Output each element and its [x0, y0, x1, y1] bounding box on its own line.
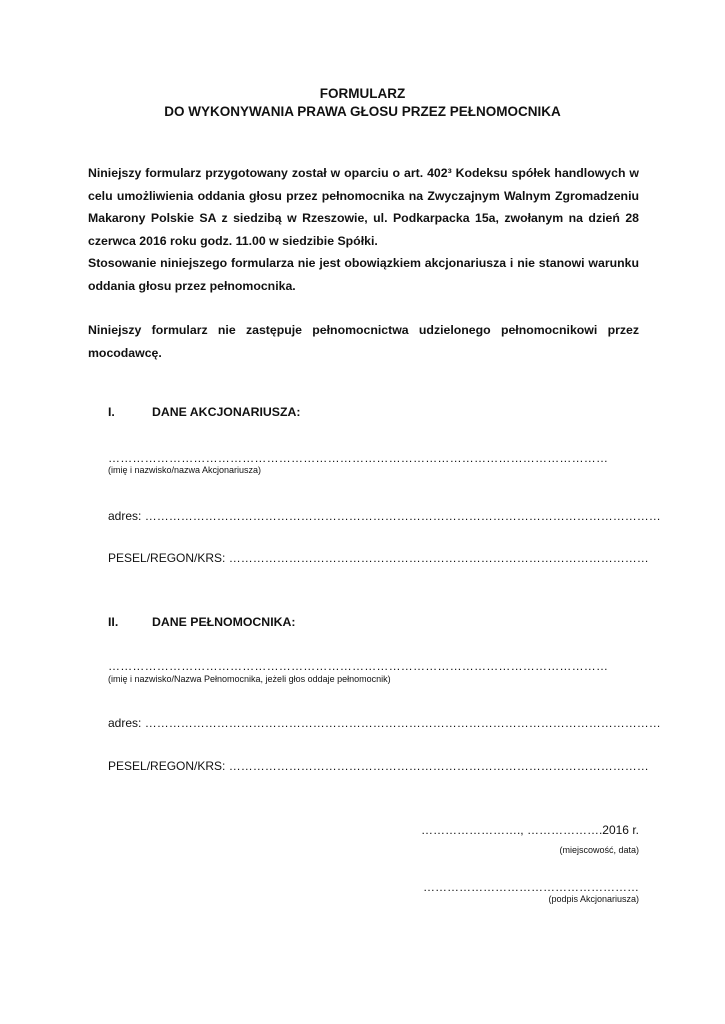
section-title: DANE AKCJONARIUSZA:	[152, 405, 301, 419]
address-dots: …………………………………………………………………………………………………………………	[144, 509, 661, 523]
shareholder-name-hint: (imię i nazwisko/nazwa Akcjonariusza)	[108, 465, 262, 475]
place-date-hint: (miejscowość, data)	[559, 845, 639, 855]
signature-field[interactable]: ………………………………………………	[423, 880, 639, 894]
address-dots: …………………………………………………………………………………………………………………	[144, 716, 661, 730]
intro-paragraph-not-replacement: Niniejszy formularz nie zastępuje pełnomocnictwa udzielonego pełnomocnikowi przez mocodawcę.	[88, 323, 639, 360]
id-dots: ……………………………………………………………………………………………	[228, 551, 649, 565]
section-number: II.	[108, 615, 119, 629]
section-shareholder-heading	[108, 405, 300, 419]
place-date-field[interactable]: ……………………., ……………….2016 r.	[420, 823, 639, 837]
document-subtitle: DO WYKONYWANIA PRAWA GŁOSU PRZEZ PEŁNOMOCNIKA	[164, 104, 561, 119]
signature-hint: (podpis Akcjonariusza)	[548, 894, 639, 904]
proxy-name-field[interactable]: ……………………………………………………………………………………………………………	[108, 659, 609, 673]
document-title: FORMULARZ	[319, 86, 406, 101]
shareholder-id-field[interactable]	[108, 551, 649, 565]
shareholder-address-field[interactable]	[108, 509, 661, 523]
section-number: I.	[108, 405, 115, 419]
id-dots: ……………………………………………………………………………………………	[228, 759, 649, 773]
proxy-address-field[interactable]	[108, 716, 661, 730]
id-label: PESEL/REGON/KRS:	[108, 759, 229, 773]
intro-paragraph-optional-use: Stosowanie niniejszego formularza nie jest obowiązkiem akcjonariusza i nie stanowi warunku oddania głosu przez pełnomocnika.	[88, 256, 639, 293]
section-title: DANE PEŁNOMOCNIKA:	[152, 615, 296, 629]
section-proxy-heading	[108, 615, 295, 629]
address-label: adres:	[108, 716, 145, 730]
shareholder-name-field[interactable]: ……………………………………………………………………………………………………………	[108, 451, 609, 465]
proxy-id-field[interactable]	[108, 759, 649, 773]
proxy-name-hint: (imię i nazwisko/Nazwa Pełnomocnika, jeżeli głos oddaje pełnomocnik)	[108, 674, 391, 684]
address-label: adres:	[108, 509, 145, 523]
intro-paragraph-legal-basis: Niniejszy formularz przygotowany został w oparciu o art. 402³ Kodeksu spółek handlowych w celu umożliwienia oddania głosu przez pełnomocnika na Zwyczajnym Walnym Zgromadzeniu Makarony Polskie SA z siedzibą w Rzeszowie, ul. Podkarpacka 15a, zwołanym na dzień 28 czerwca 2016 roku godz. 11.00 w siedzibie Spółki.	[88, 166, 639, 248]
id-label: PESEL/REGON/KRS:	[108, 551, 229, 565]
intro-text	[88, 162, 639, 364]
